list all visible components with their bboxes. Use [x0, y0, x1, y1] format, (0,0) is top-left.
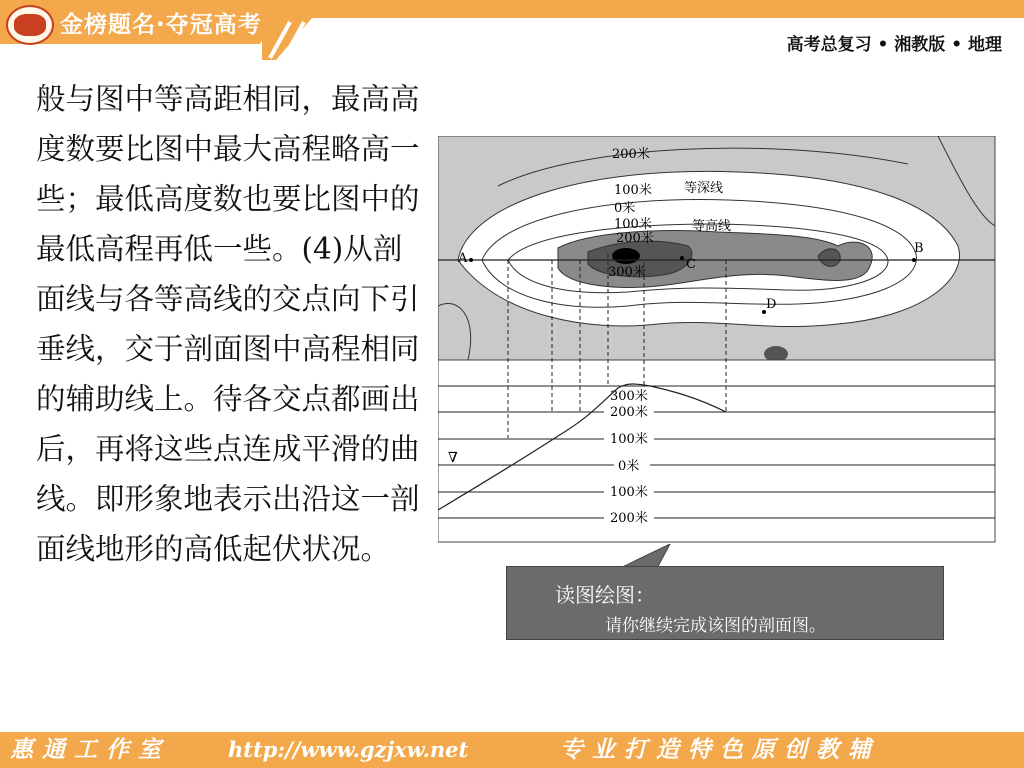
brand-title: 金榜题名·夺冠高考	[60, 12, 262, 38]
label-contour-300: 300米	[608, 265, 646, 280]
footer-studio: 惠通工作室	[10, 736, 170, 763]
label-contour-0: 0米	[614, 201, 636, 216]
point-b-label: B	[914, 241, 924, 256]
footer-url[interactable]: http://www.gzjxw.net	[228, 737, 469, 762]
footer-slogan: 专业打造特色原创教辅	[560, 736, 880, 763]
callout-box	[506, 566, 944, 640]
profile-level-neg200: 200米	[610, 511, 648, 526]
course-subtitle: 高考总复习 • 湘教版 • 地理	[786, 35, 1002, 55]
seal-icon	[6, 5, 54, 45]
point-d-label: D	[766, 297, 777, 312]
point-a-label: A	[458, 251, 468, 266]
contour-map	[438, 136, 995, 362]
callout-body: 请你继续完成该图的剖面图。	[605, 616, 826, 636]
profile-level-200: 200米	[610, 405, 648, 420]
callout-title: 读图绘图：	[555, 583, 655, 607]
explanation-text: 般与图中等高距相同，最高高度数要比图中最大高程略高一些；最低高度数也要比图中的最低高程再低一些。(4)从剖面线与各等高线的交点向下引垂线，交于剖面图中高程相同的辅助线上。待各交点都画出后，再将这些点连成平滑的曲线。即形象地表示出沿这一剖面线地形的高低起伏状况。	[36, 82, 420, 566]
water-level-icon: ∇	[448, 450, 458, 466]
brand-logo	[0, 0, 262, 44]
stripes-decoration	[262, 0, 312, 60]
footer-banner	[0, 732, 1024, 768]
point-c-label: C	[686, 257, 696, 272]
contour-profile-figure	[438, 136, 998, 548]
label-contour: 等高线	[692, 219, 732, 234]
label-contour-200: 200米	[612, 147, 650, 162]
label-contour-100-land: 100米	[614, 217, 652, 232]
profile-level-0: 0米	[618, 459, 640, 474]
profile-level-neg100: 100米	[610, 485, 648, 500]
profile-level-300: 300米	[610, 389, 648, 404]
label-isobath: 等深线	[684, 181, 724, 196]
profile-level-100: 100米	[610, 432, 648, 447]
label-contour-200-land: 200米	[616, 231, 654, 246]
label-contour-100: 100米	[614, 183, 652, 198]
profile-chart	[438, 360, 995, 542]
